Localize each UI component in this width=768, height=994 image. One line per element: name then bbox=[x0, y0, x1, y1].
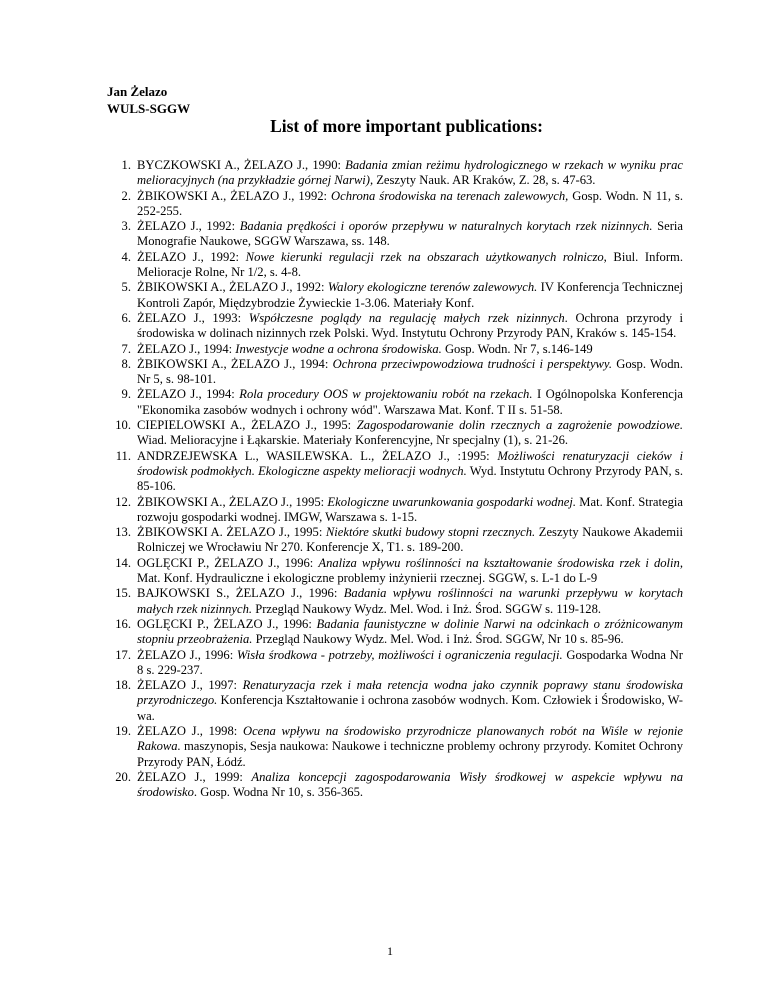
publication-title: Walory ekologiczne terenów zalewowych. bbox=[327, 280, 538, 295]
publication-source: Mat. Konf. Strategia rozwoju gospodarki wodnej. IMGW, Warszawa s. 1-15. bbox=[137, 494, 683, 524]
author-affiliation: WULS-SGGW bbox=[107, 101, 191, 116]
publication-authors: ŻELAZO J., 1993: bbox=[137, 310, 249, 325]
publication-number: 1. bbox=[121, 158, 131, 172]
publication-authors: ŻBIKOWSKI A., ŻELAZO J., 1992: bbox=[137, 280, 328, 295]
publication-title: Analiza koncepcji zagospodarowania Wisły środkowej w aspekcie wpływu na środowisko bbox=[137, 769, 683, 800]
publication-source: Wiad. Melioracyjne i Łąkarskie. Materiały Konferencyjne, Nr specjalny (1), s. 21-26. bbox=[137, 433, 569, 448]
publication-item bbox=[107, 418, 683, 449]
publication-source: Gosp. Wodn. N 11, s. 252-255. bbox=[137, 188, 683, 218]
publication-authors: ŻELAZO J., 1994: bbox=[137, 341, 236, 356]
publication-item bbox=[107, 342, 683, 357]
publication-source: Zeszyty Nauk. AR Kraków, Z. 28, s. 47-63. bbox=[373, 173, 596, 188]
publication-item bbox=[107, 158, 683, 189]
publication-title: Renaturyzacja rzek i mała retencja wodna jako czynnik poprawy stanu środowiska przyrodniczego. bbox=[137, 678, 683, 708]
publication-authors: ŻBIKOWSKI A., ŻELAZO J., 1994: bbox=[137, 356, 333, 371]
publication-item bbox=[107, 311, 683, 342]
publication-source: Przegląd Naukowy Wydz. Mel. Wod. i Inż. Środ. SGGW, Nr 10 s. 85-96. bbox=[252, 632, 624, 647]
publication-title: Ekologiczne uwarunkowania gospodarki wodnej. bbox=[327, 494, 577, 509]
publication-authors: CIEPIELOWSKI A., ŻELAZO J., 1995: bbox=[137, 418, 357, 433]
publication-source: . Gosp. Wodna Nr 10, s. 356-365. bbox=[193, 785, 364, 800]
publication-title: Badania zmian reżimu hydrologicznego w rzekach w wyniku prac melioracyjnych (na przykładzie górnej Narwi), bbox=[137, 158, 683, 188]
publication-item bbox=[107, 189, 683, 220]
publication-title: Ochrona przeciwpowodziowa trudności i perspektywy. bbox=[332, 356, 612, 371]
publication-number: 7. bbox=[121, 341, 131, 356]
publication-number: 17. bbox=[115, 647, 131, 662]
publication-authors: ŻELAZO J., 1998: bbox=[137, 723, 243, 738]
publication-authors: ŻELAZO J., 1996: bbox=[137, 647, 237, 662]
publication-source: , Biul. Inform. Melioracje Rolne, Nr 1/2, s. 4-8. bbox=[137, 249, 683, 280]
publication-source: . Ochrona przyrody i środowiska w dolinach nizinnych rzek Polski. Wyd. Instytutu Ochrony Przyrody PAN, Kraków s. 145-154. bbox=[137, 310, 683, 341]
publication-authors: ANDRZEJEWSKA L., WASILEWSKA. L., ŻELAZO J., :1995: bbox=[137, 448, 498, 463]
publication-item bbox=[107, 556, 683, 587]
publication-title: Inwestycje wodne a ochrona środowiska. bbox=[235, 341, 442, 356]
publication-item bbox=[107, 495, 683, 526]
publication-source: Seria Monografie Naukowe, SGGW Warszawa, ss. 148. bbox=[137, 219, 684, 249]
publication-authors: ŻELAZO J., 1994: bbox=[137, 387, 240, 402]
publication-title: Rola procedury OOS w projektowaniu robót na rzekach. bbox=[239, 387, 533, 402]
publication-number: 6. bbox=[121, 310, 131, 325]
page-number: 1 bbox=[387, 944, 393, 958]
publication-source: I Ogólnopolska Konferencja "Ekonomika zasobów wodnych i ochrony wód". Warszawa Mat. Konf. T II s. 51-58. bbox=[137, 387, 683, 417]
publication-item bbox=[107, 617, 683, 648]
publication-source: Zeszyty Naukowe Akademii Rolniczej we Wrocławiu Nr 270. Konferencje X, T1. s. 189-200. bbox=[137, 525, 683, 555]
publication-item bbox=[107, 449, 683, 495]
publication-source: Gosp. Wodn. Nr 5, s. 98-101. bbox=[137, 356, 683, 387]
publication-number: 19. bbox=[115, 723, 131, 738]
publication-number: 9. bbox=[121, 387, 131, 402]
publication-title: Analiza wpływu roślinności na kształtowanie środowiska rzek i dolin, bbox=[318, 555, 683, 570]
publication-title: Nowe kierunki regulacji rzek na obszarach użytkowanych rolniczo bbox=[245, 249, 604, 264]
publication-number: 18. bbox=[115, 678, 131, 693]
publication-item bbox=[107, 219, 683, 250]
publication-source: Gospodarka Wodna Nr 8 s. 229-237. bbox=[137, 647, 683, 677]
publication-item bbox=[107, 648, 683, 679]
publication-title: Badania faunistyczne w dolinie Narwi na odcinkach o zróżnicowanym stopniu przeobrażenia. bbox=[137, 616, 683, 647]
publication-authors: ŻBIKOWSKI A., ŻELAZO J., 1992: bbox=[137, 188, 332, 203]
publication-authors: BYCZKOWSKI A., ŻELAZO J., 1990: bbox=[137, 158, 346, 172]
publication-title: Wisła środkowa - potrzeby, możliwości i ograniczenia regulacji. bbox=[236, 647, 563, 662]
publication-title: Badania prędkości i oporów przepływu w naturalnych korytach rzek nizinnych. bbox=[239, 219, 653, 234]
publication-number: 12. bbox=[115, 494, 131, 509]
publication-item bbox=[107, 250, 683, 281]
publication-authors: ŻBIKOWSKI A., ŻELAZO J., 1995: bbox=[137, 494, 328, 509]
page-title: List of more important publications: bbox=[270, 116, 543, 136]
publication-source: Mat. Konf. Hydrauliczne i ekologiczne problemy inżynierii rzecznej. SGGW, s. L-1 do L-9 bbox=[137, 571, 598, 586]
publication-source: Konferencja Kształtowanie i ochrona zasobów wodnych. Kom. Człowiek i Środowisko, W-wa. bbox=[137, 693, 683, 723]
author-block bbox=[107, 83, 190, 117]
publication-number: 5. bbox=[121, 280, 131, 295]
publication-number: 2. bbox=[121, 188, 131, 203]
author-name: Jan Żelazo bbox=[107, 84, 168, 99]
publication-title: Badania wpływu roślinności na warunki przepływu w korytach małych rzek nizinnych. bbox=[137, 586, 684, 616]
publication-number: 14. bbox=[115, 555, 131, 570]
publication-authors: ŻELAZO J., 1992: bbox=[137, 219, 240, 234]
publication-item bbox=[107, 280, 683, 311]
publication-item bbox=[107, 770, 683, 801]
publication-title: Ocena wpływu na środowisko przyrodnicze planowanych robót na Wiśle w rejonie Rakowa. bbox=[137, 723, 683, 754]
publication-number: 4. bbox=[121, 249, 131, 264]
publication-authors: ŻELAZO J., 1999: bbox=[137, 769, 252, 784]
publication-item bbox=[107, 357, 683, 388]
publication-title: Zagospodarowanie dolin rzecznych a zagrożenie powodziowe. bbox=[356, 418, 683, 433]
publication-source: maszynopis, Sesja naukowa: Naukowe i techniczne problemy ochrony przyrody. Komitet Ochrony Przyrody PAN, Łódź. bbox=[137, 739, 683, 769]
publication-number: 8. bbox=[121, 356, 131, 371]
publication-source: Wyd. Instytutu Ochrony Przyrody PAN, s. 85-106. bbox=[137, 463, 683, 494]
publication-authors: BAJKOWSKI S., ŻELAZO J., 1996: bbox=[137, 586, 344, 601]
publication-number: 3. bbox=[121, 219, 131, 234]
publication-authors: ŻELAZO J., 1997: bbox=[137, 678, 243, 693]
publication-number: 11. bbox=[115, 448, 131, 463]
publication-title: Możliwości renaturyzacji cieków i środowisk podmokłych. Ekologiczne aspekty melioracji wodnych. bbox=[137, 448, 683, 478]
publication-title: Współczesne poglądy na regulację małych rzek nizinnych bbox=[248, 310, 565, 325]
publication-authors: OGLĘCKI P., ŻELAZO J., 1996: bbox=[137, 616, 317, 631]
publication-number: 20. bbox=[115, 769, 131, 784]
publication-item bbox=[107, 724, 683, 770]
publication-title: Ochrona środowiska na terenach zalewowych, bbox=[331, 188, 569, 203]
publication-item bbox=[107, 586, 683, 617]
publication-number: 13. bbox=[115, 525, 131, 540]
publication-item bbox=[107, 387, 683, 418]
publication-number: 10. bbox=[115, 418, 131, 433]
publication-list bbox=[107, 158, 683, 800]
publication-authors: ŻBIKOWSKI A. ŻELAZO J., 1995: bbox=[137, 525, 326, 540]
publication-item bbox=[107, 678, 683, 724]
publication-authors: OGLĘCKI P., ŻELAZO J., 1996: bbox=[137, 555, 319, 570]
publication-source: Gosp. Wodn. Nr 7, s.146-149 bbox=[441, 341, 593, 356]
publication-title: Niektóre skutki budowy stopni rzecznych. bbox=[325, 525, 536, 540]
publication-number: 15. bbox=[115, 586, 131, 601]
publication-authors: ŻELAZO J., 1992: bbox=[137, 249, 246, 264]
publication-item bbox=[107, 525, 683, 556]
publication-source: Przegląd Naukowy Wydz. Mel. Wod. i Inż. Środ. SGGW s. 119-128. bbox=[252, 601, 602, 616]
publication-source: IV Konferencja Technicznej Kontroli Zapór, Międzybrodzie Żywieckie 1-3.06. Materiały Konf. bbox=[137, 280, 683, 310]
publication-number: 16. bbox=[115, 616, 131, 631]
